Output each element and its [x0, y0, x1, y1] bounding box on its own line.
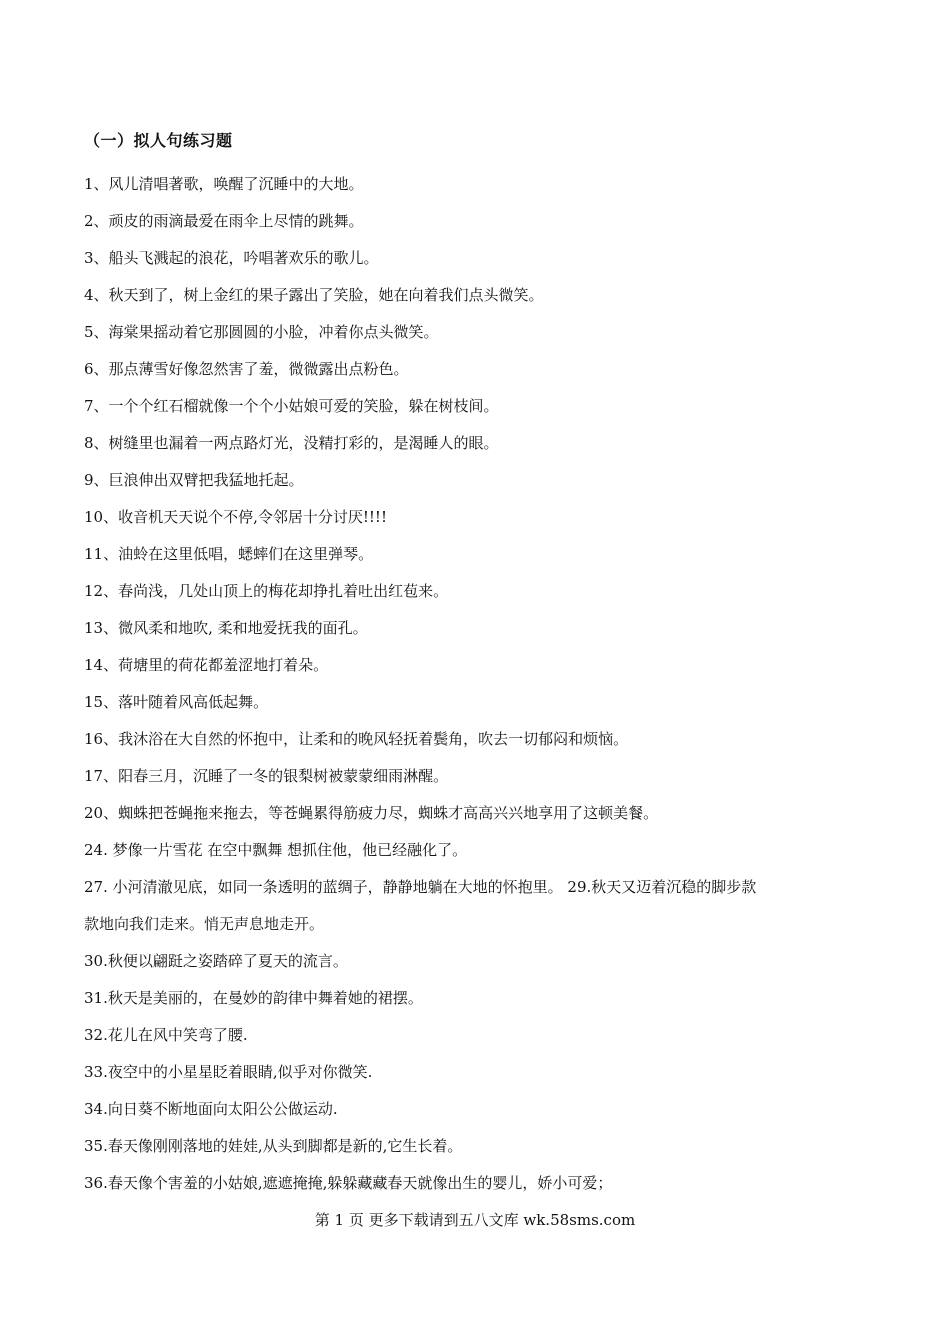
- exercise-line: 4、秋天到了，树上金红的果子露出了笑脸，她在向着我们点头微笑。: [84, 286, 544, 304]
- exercise-line: 13、微风柔和地吹, 柔和地爱抚我的面孔。: [84, 619, 368, 637]
- exercise-line: 24. 梦像一片雪花 在空中飘舞 想抓住他，他已经融化了。: [84, 841, 468, 859]
- exercise-list: [84, 166, 884, 1202]
- exercise-line: 12、春尚浅，几处山顶上的梅花却挣扎着吐出红苞来。: [84, 582, 449, 600]
- exercise-line: 15、落叶随着风高低起舞。: [84, 693, 269, 711]
- exercise-line: 33.夜空中的小星星眨着眼睛,似乎对你微笑.: [84, 1063, 373, 1081]
- exercise-line: 27. 小河清澈见底，如同一条透明的蓝绸子，静静地躺在大地的怀抱里。 29.秋天又迈着沉稳的脚步款: [84, 878, 757, 896]
- exercise-line: 16、我沐浴在大自然的怀抱中，让柔和的晚风轻抚着鬓角，吹去一切郁闷和烦恼。: [84, 730, 629, 748]
- exercise-line: 6、那点薄雪好像忽然害了羞，微微露出点粉色。: [84, 360, 409, 378]
- exercise-line: 8、树缝里也漏着一两点路灯光，没精打彩的，是渴睡人的眼。: [84, 434, 499, 452]
- exercise-line: 34.向日葵不断地面向太阳公公做运动.: [84, 1100, 338, 1118]
- exercise-line: 30.秋便以翩跹之姿踏碎了夏天的流言。: [84, 952, 348, 970]
- exercise-line: 5、海棠果摇动着它那圆圆的小脸，冲着你点头微笑。: [84, 323, 439, 341]
- exercise-line: 14、荷塘里的荷花都羞涩地打着朵。: [84, 656, 329, 674]
- exercise-line: 10、收音机天天说个不停,令邻居十分讨厌!!!!: [84, 508, 387, 526]
- page-footer: 第 1 页 更多下载请到五八文库 wk.58sms.com: [314, 1211, 636, 1229]
- exercise-line: 20、蜘蛛把苍蝇拖来拖去，等苍蝇累得筋疲力尽，蜘蛛才高高兴兴地享用了这顿美餐。: [84, 804, 659, 822]
- exercise-line: 9、巨浪伸出双臂把我猛地托起。: [84, 471, 304, 489]
- exercise-line: 17、阳春三月，沉睡了一冬的银梨树被蒙蒙细雨淋醒。: [84, 767, 449, 785]
- exercise-line: 1、风儿清唱著歌，唤醒了沉睡中的大地。: [84, 175, 364, 193]
- exercise-line: 11、油蛉在这里低唱，蟋蟀们在这里弹琴。: [84, 545, 374, 563]
- section-title: （一）拟人句练习题: [84, 131, 233, 150]
- exercise-line: 32.花儿在风中笑弯了腰.: [84, 1026, 248, 1044]
- exercise-line: 31.秋天是美丽的，在曼妙的韵律中舞着她的裙摆。: [84, 989, 423, 1007]
- exercise-line: 35.春天像刚刚落地的娃娃,从头到脚都是新的,它生长着。: [84, 1137, 463, 1155]
- exercise-line: 2、顽皮的雨滴最爱在雨伞上尽情的跳舞。: [84, 212, 364, 230]
- exercise-line: 36.春天像个害羞的小姑娘,遮遮掩掩,躲躲藏藏春天就像出生的婴儿，娇小可爱；: [84, 1174, 613, 1192]
- exercise-line: 7、一个个红石榴就像一个个小姑娘可爱的笑脸，躲在树枝间。: [84, 397, 499, 415]
- exercise-line: 款地向我们走来。悄无声息地走开。: [84, 915, 325, 933]
- exercise-line: 3、船头飞溅起的浪花，吟唱著欢乐的歌儿。: [84, 249, 379, 267]
